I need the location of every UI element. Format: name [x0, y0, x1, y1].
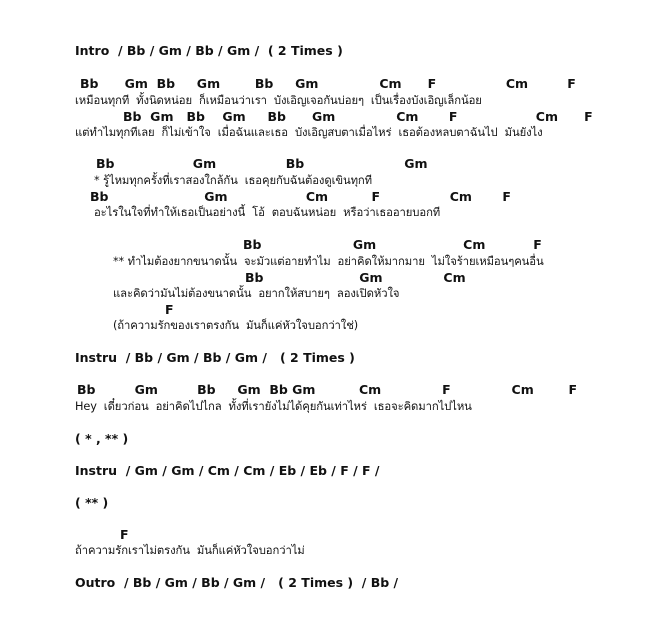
repeat-marker-2: ( ** ) — [75, 495, 109, 510]
chorus-chords-1: Bb Gm Cm F — [243, 237, 542, 252]
pre-chorus-lyrics-2: อะไรในใจที่ทำให้เธอเป็นอย่างนี้ โอ้ ตอบฉันหน่อย หรือว่าเธออายบอกที — [94, 206, 441, 219]
ending-lyrics: ถ้าความรักเราไม่ตรงกัน มันก็แค่หัวใจบอกว่าไม่ — [75, 544, 305, 557]
ending-chords: F — [120, 527, 129, 542]
outro-line: Outro / Bb / Gm / Bb / Gm / ( 2 Times ) / Bb / — [75, 575, 399, 590]
bridge-lyrics: Hey เดี๋ยวก่อน อย่าคิดไปไกล ทั้งที่เรายังไม่ได้คุยกันเท่าไหร่ เธอจะคิดมากไปไหน — [75, 400, 472, 413]
intro-line: Intro / Bb / Gm / Bb / Gm / ( 2 Times ) — [75, 43, 343, 58]
repeat-marker-1: ( * , ** ) — [75, 431, 129, 446]
instru-line-1: Instru / Bb / Gm / Bb / Gm / ( 2 Times ) — [75, 350, 355, 365]
verse1-chords-1: Bb Gm Bb Gm Bb Gm Cm F Cm F — [80, 76, 576, 91]
verse1-lyrics-2: แต่ทำไมทุกทีเลย ก็ไม่เข้าใจ เมื่อฉันและเธอ บังเอิญสบตาเมื่อไหร่ เธอต้องหลบตาฉันไป มันยังไง — [75, 126, 543, 139]
chorus-chords-3: F — [165, 302, 174, 317]
chorus-lyrics-2: และคิดว่ามันไม่ต้องขนาดนั้น อยากให้สบายๆ ลองเปิดหัวใจ — [113, 287, 400, 300]
pre-chorus-chords-2: Bb Gm Cm F Cm F — [90, 189, 511, 204]
chorus-chords-2: Bb Gm Cm — [245, 270, 466, 285]
pre-chorus-lyrics-1: * รู้ไหมทุกครั้งที่เราสองใกล้กัน เธอคุยกับฉันต้องดูเขินทุกที — [94, 174, 373, 187]
chorus-lyrics-1: ** ทำไมต้องยากขนาดนั้น จะมัวแต่อายทำไม อย่าคิดให้มากมาย ไม่ใจร้ายเหมือนๆคนอื่น — [113, 255, 544, 268]
pre-chorus-chords-1: Bb Gm Bb Gm — [96, 156, 428, 171]
bridge-chords: Bb Gm Bb Gm Bb Gm Cm F Cm F — [77, 382, 578, 397]
verse1-lyrics-1: เหมือนทุกที ทั้งนิดหน่อย ก็เหมือนว่าเรา บังเอิญเจอกันบ่อยๆ เป็นเรื่องบังเอิญเล็กน้อย — [75, 94, 482, 107]
chorus-lyrics-3: (ถ้าความรักของเราตรงกัน มันก็แค่หัวใจบอกว่าใช่) — [113, 319, 359, 332]
instru-line-2: Instru / Gm / Gm / Cm / Cm / Eb / Eb / F / F / — [75, 463, 380, 478]
verse1-chords-2: Bb Gm Bb Gm Bb Gm Cm F Cm F — [123, 109, 593, 124]
